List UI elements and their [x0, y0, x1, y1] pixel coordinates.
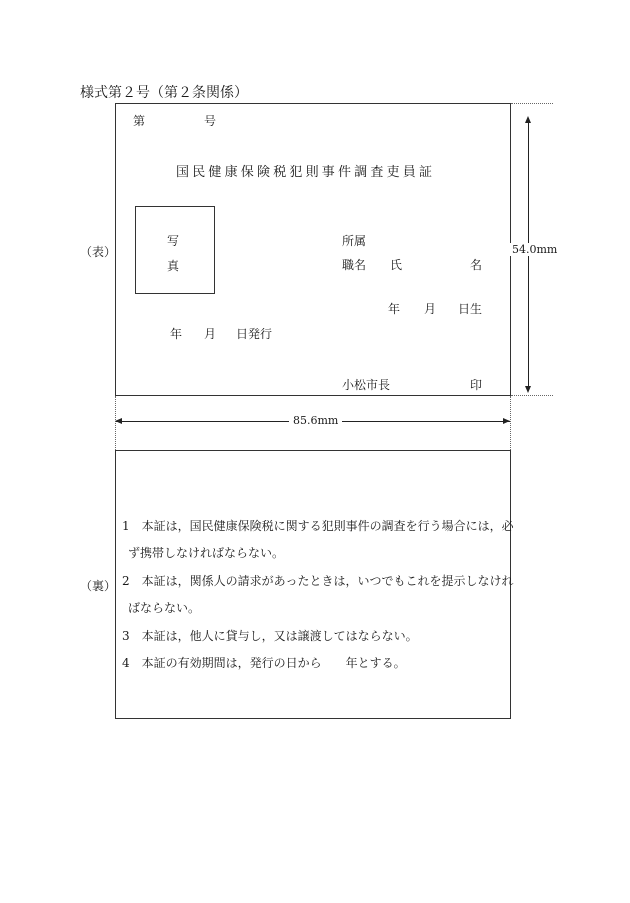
arrow-left-icon — [115, 418, 122, 424]
id-card-back — [115, 450, 514, 719]
form-title: 様式第２号（第２条関係） — [80, 85, 248, 101]
arrow-right-icon — [503, 418, 510, 424]
dimension-guide-bottom — [511, 395, 553, 396]
width-dimension-label: 85.6mm — [289, 414, 342, 427]
birth-year-label: 年 — [388, 302, 401, 316]
arrow-up-icon — [525, 116, 531, 123]
dimension-guide-top — [511, 103, 553, 104]
note-line: 3 本証は，他人に貸与し，又は譲渡してはならない。 — [122, 629, 418, 643]
photo-label-1: 写 — [167, 234, 180, 248]
position-label: 職名 — [342, 258, 367, 272]
name-label-1: 氏 — [390, 258, 403, 272]
back-side-label: （裏） — [80, 579, 117, 593]
issue-day-label: 日発行 — [236, 327, 273, 341]
note-line: 1 本証は，国民健康保険税に関する犯則事件の調査を行う場合には，必 — [122, 519, 514, 533]
photo-box — [135, 206, 215, 294]
note-line: 4 本証の有効期間は，発行の日から 年とする。 — [122, 656, 406, 670]
number-suffix: 号 — [204, 114, 217, 128]
birth-day-label: 日生 — [458, 302, 483, 316]
name-label-2: 名 — [470, 258, 483, 272]
birth-month-label: 月 — [424, 302, 437, 316]
issuer-label: 小松市長 — [342, 378, 391, 392]
front-side-label: （表） — [80, 245, 117, 259]
number-prefix: 第 — [133, 114, 146, 128]
dimension-guide-right — [510, 396, 511, 450]
seal-label: 印 — [470, 378, 483, 392]
photo-label-2: 真 — [167, 259, 180, 273]
affiliation-label: 所属 — [342, 234, 367, 248]
note-line: ばならない。 — [128, 601, 201, 615]
height-dimension-label: 54.0mm — [508, 243, 561, 256]
id-card-front — [115, 103, 511, 396]
card-heading: 国民健康保険税犯則事件調査吏員証 — [176, 165, 436, 180]
issue-month-label: 月 — [204, 327, 217, 341]
arrow-down-icon — [525, 386, 531, 393]
note-line: ず携帯しなければならない。 — [128, 546, 285, 560]
note-line: 2 本証は，関係人の請求があったときは，いつでもこれを提示しなけれ — [122, 574, 514, 588]
issue-year-label: 年 — [170, 327, 183, 341]
